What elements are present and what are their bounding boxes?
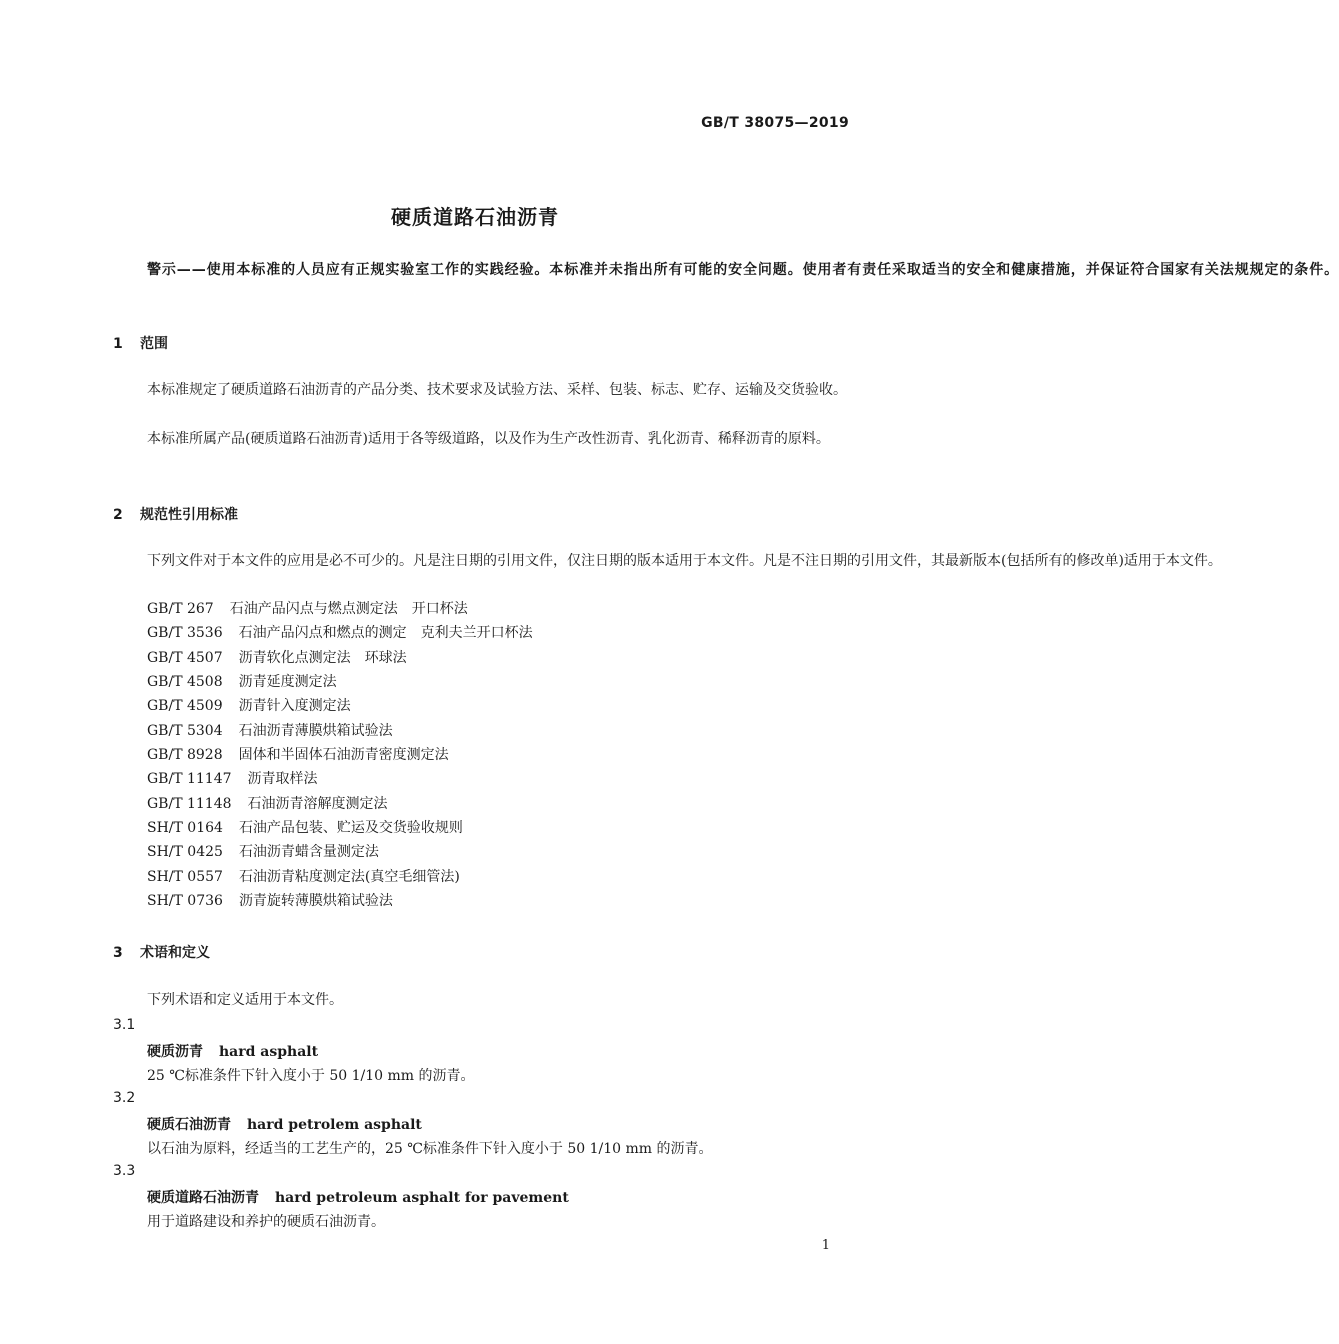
section-heading-scope xyxy=(113,333,168,353)
section-number: 1 xyxy=(113,336,123,352)
reference-code: GB/T 8928 xyxy=(147,747,223,763)
reference-code: SH/T 0164 xyxy=(147,820,223,836)
term-name-zh: 硬质道路石油沥青 xyxy=(147,1190,259,1206)
reference-title: 固体和半固体石油沥青密度测定法 xyxy=(238,747,449,763)
reference-title: 石油沥青粘度测定法(真空毛细管法) xyxy=(238,869,460,885)
reference-title: 沥青软化点测定法 环球法 xyxy=(238,650,407,666)
reference-code: GB/T 267 xyxy=(147,601,214,617)
reference-item xyxy=(147,744,449,764)
reference-title: 沥青旋转薄膜烘箱试验法 xyxy=(238,893,393,909)
reference-item xyxy=(147,841,379,861)
reference-item xyxy=(147,890,393,910)
reference-item xyxy=(147,695,351,715)
term-definition: 以石油为原料，经适当的工艺生产的，25 ℃标准条件下针入度小于 50 1/10 mm 的沥青。 xyxy=(147,1141,713,1157)
reference-item xyxy=(147,598,468,618)
section-title: 术语和定义 xyxy=(140,945,210,961)
reference-code: GB/T 3536 xyxy=(147,625,223,641)
section-title: 规范性引用标准 xyxy=(140,507,238,523)
term-number: 3.2 xyxy=(113,1090,136,1106)
reference-title: 沥青取样法 xyxy=(247,771,318,787)
section-heading-terms xyxy=(113,942,210,962)
reference-title: 石油产品闪点与燃点测定法 开口杯法 xyxy=(229,601,468,617)
reference-code: GB/T 4507 xyxy=(147,650,223,666)
term-definition: 用于道路建设和养护的硬质石油沥青。 xyxy=(147,1214,385,1230)
reference-item xyxy=(147,647,407,667)
term-name-zh: 硬质石油沥青 xyxy=(147,1117,231,1133)
reference-code: SH/T 0425 xyxy=(147,844,223,860)
reference-code: GB/T 5304 xyxy=(147,723,223,739)
term-name-en: hard petroleum asphalt for pavement xyxy=(275,1190,569,1206)
reference-item xyxy=(147,671,337,691)
document-title: 硬质道路石油沥青 xyxy=(391,205,559,229)
reference-item xyxy=(147,720,393,740)
scope-paragraph-2: 本标准所属产品(硬质道路石油沥青)适用于各等级道路，以及作为生产改性沥青、乳化沥青、稀释沥青的原料。 xyxy=(147,431,830,447)
reference-code: GB/T 4509 xyxy=(147,698,223,714)
references-intro: 下列文件对于本文件的应用是必不可少的。凡是注日期的引用文件，仅注日期的版本适用于本文件。凡是不注日期的引用文件，其最新版本(包括所有的修改单)适用于本文件。 xyxy=(147,553,1222,569)
term-name-en: hard asphalt xyxy=(219,1044,319,1060)
term-number: 3.3 xyxy=(113,1163,136,1179)
reference-item xyxy=(147,866,460,886)
section-number: 2 xyxy=(113,507,123,523)
reference-title: 沥青针入度测定法 xyxy=(238,698,351,714)
reference-code: SH/T 0736 xyxy=(147,893,223,909)
reference-item xyxy=(147,793,388,813)
reference-title: 石油产品闪点和燃点的测定 克利夫兰开口杯法 xyxy=(238,625,533,641)
standard-code: GB/T 38075—2019 xyxy=(701,115,849,131)
term-name-en: hard petrolem asphalt xyxy=(247,1117,422,1133)
reference-title: 石油沥青溶解度测定法 xyxy=(247,796,388,812)
term-definition: 25 ℃标准条件下针入度小于 50 1/10 mm 的沥青。 xyxy=(147,1068,475,1084)
terms-intro: 下列术语和定义适用于本文件。 xyxy=(147,992,343,1008)
term-name xyxy=(147,1041,318,1061)
reference-item xyxy=(147,768,318,788)
reference-title: 石油沥青薄膜烘箱试验法 xyxy=(238,723,393,739)
section-number: 3 xyxy=(113,945,123,961)
reference-code: GB/T 4508 xyxy=(147,674,223,690)
term-name xyxy=(147,1114,422,1134)
reference-code: GB/T 11148 xyxy=(147,796,232,812)
reference-item xyxy=(147,817,463,837)
term-name-zh: 硬质沥青 xyxy=(147,1044,203,1060)
page-number: 1 xyxy=(821,1238,830,1253)
section-title: 范围 xyxy=(140,336,168,352)
reference-title: 石油沥青蜡含量测定法 xyxy=(238,844,379,860)
scope-paragraph-1: 本标准规定了硬质道路石油沥青的产品分类、技术要求及试验方法、采样、包装、标志、贮存、运输及交货验收。 xyxy=(147,382,847,398)
safety-warning: 警示——使用本标准的人员应有正规实验室工作的实践经验。本标准并未指出所有可能的安全问题。使用者有责任采取适当的安全和健康措施，并保证符合国家有关法规规定的条件。 xyxy=(147,262,1339,278)
reference-code: GB/T 11147 xyxy=(147,771,232,787)
reference-title: 沥青延度测定法 xyxy=(238,674,337,690)
term-number: 3.1 xyxy=(113,1017,136,1033)
term-name xyxy=(147,1187,569,1207)
reference-title: 石油产品包装、贮运及交货验收规则 xyxy=(238,820,463,836)
reference-item xyxy=(147,622,533,642)
section-heading-references xyxy=(113,504,238,524)
reference-code: SH/T 0557 xyxy=(147,869,223,885)
